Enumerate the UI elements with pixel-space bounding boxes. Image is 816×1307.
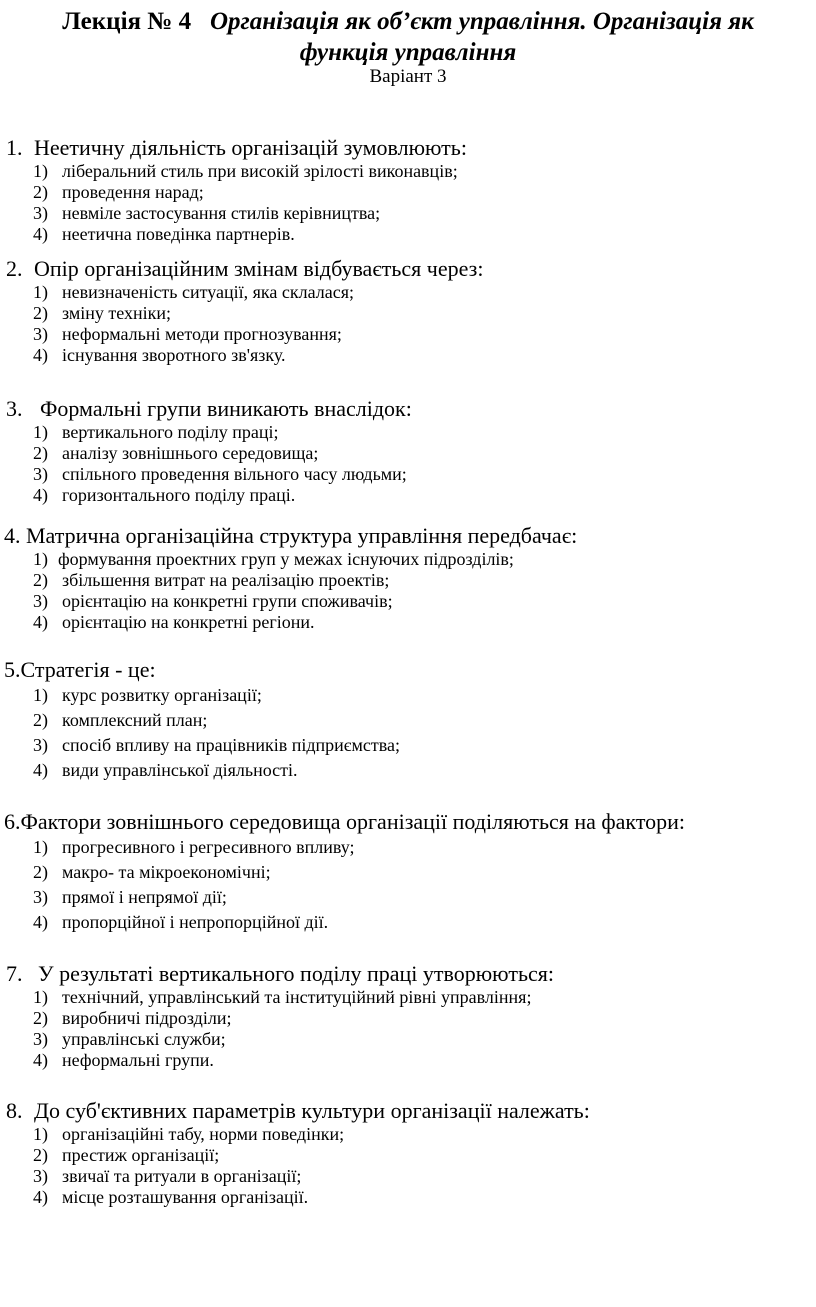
option-number: 4): [33, 1050, 48, 1070]
option-text: пропорційної і непропорційної дії.: [62, 912, 329, 932]
answer-option: [0, 1166, 816, 1187]
question-label: До суб'єктивних параметрів культури організації належать:: [34, 1098, 590, 1123]
option-number: 3): [33, 203, 48, 223]
option-text: звичаї та ритуали в організації;: [62, 1166, 302, 1186]
question-number: 7.: [6, 961, 23, 986]
option-text: комплексний план;: [62, 710, 208, 730]
option-number: 3): [33, 887, 48, 907]
question-label: Фактори зовнішнього середовища організації поділяються на фактори:: [20, 809, 686, 834]
option-number: 3): [33, 324, 48, 344]
question-text: [0, 396, 816, 422]
option-number: 1): [33, 161, 48, 181]
option-text: зміну техніки;: [62, 303, 172, 323]
option-number: 4): [33, 1187, 48, 1207]
option-number: 3): [33, 464, 48, 484]
lecture-title: [0, 6, 816, 68]
question-text: [0, 523, 816, 549]
option-number: 1): [33, 1124, 48, 1144]
answer-option: [0, 708, 816, 733]
option-number: 2): [33, 182, 48, 202]
question-number: 3.: [6, 396, 23, 421]
answer-option: [0, 733, 816, 758]
question-label: Матрична організаційна структура управління передбачає:: [26, 523, 578, 548]
option-text: організаційні табу, норми поведінки;: [62, 1124, 345, 1144]
answer-option: [0, 464, 816, 485]
answer-option: [0, 570, 816, 591]
option-text: невміле застосування стилів керівництва;: [62, 203, 381, 223]
answer-option: [0, 1187, 816, 1208]
option-text: курс розвитку організації;: [62, 685, 262, 705]
option-text: горизонтального поділу праці.: [62, 485, 296, 505]
answer-option: [0, 161, 816, 182]
question-text: [0, 961, 816, 987]
option-text: неетична поведінка партнерів.: [62, 224, 295, 244]
option-number: 4): [33, 485, 48, 505]
option-number: 4): [33, 345, 48, 365]
option-text: спільного проведення вільного часу людьми;: [62, 464, 407, 484]
question-label: Опір організаційним змінам відбувається через:: [34, 256, 484, 281]
option-number: 4): [33, 912, 48, 932]
option-text: види управлінської діяльності.: [62, 760, 298, 780]
option-number: 1): [33, 549, 48, 569]
question-text: [0, 256, 816, 282]
answer-option: [0, 683, 816, 708]
option-text: престиж організації;: [62, 1145, 220, 1165]
question-6: [0, 809, 816, 935]
option-text: ліберальний стиль при високій зрілості виконавців;: [62, 161, 458, 181]
question-text: [0, 1098, 816, 1124]
option-text: управлінські служби;: [62, 1029, 226, 1049]
question-text: [0, 135, 816, 161]
answer-option: [0, 282, 816, 303]
lecture-topic-part-2: функція управління: [299, 39, 517, 66]
option-text: аналізу зовнішнього середовища;: [62, 443, 319, 463]
answer-option: [0, 591, 816, 612]
option-text: існування зворотного зв'язку.: [62, 345, 286, 365]
question-7: [0, 961, 816, 1071]
question-8: [0, 1098, 816, 1208]
option-number: 3): [33, 591, 48, 611]
answer-option: [0, 910, 816, 935]
answer-option: [0, 612, 816, 633]
lecture-number: Лекція № 4: [62, 8, 192, 35]
answer-option: [0, 1124, 816, 1145]
question-4: [0, 523, 816, 633]
option-number: 3): [33, 1166, 48, 1186]
question-number: 8.: [6, 1098, 23, 1123]
option-number: 4): [33, 612, 48, 632]
answer-option: [0, 443, 816, 464]
question-label: Неетичну діяльність організацій зумовлюють:: [34, 135, 467, 160]
answer-option: [0, 860, 816, 885]
answer-option: [0, 1008, 816, 1029]
option-number: 1): [33, 422, 48, 442]
question-number: 6.: [4, 809, 21, 834]
question-1: [0, 135, 816, 245]
variant-label: Варіант 3: [369, 66, 447, 87]
option-number: 2): [33, 710, 48, 730]
option-number: 4): [33, 760, 48, 780]
lecture-topic-part-1: Організація як об’єкт управління. Організація як: [209, 8, 754, 35]
question-2: [0, 256, 816, 366]
option-text: орієнтацію на конкретні групи споживачів;: [62, 591, 393, 611]
answer-option: [0, 203, 816, 224]
answer-option: [0, 303, 816, 324]
option-number: 2): [33, 862, 48, 882]
option-text: технічний, управлінський та інституційний рівні управління;: [62, 987, 532, 1007]
answer-option: [0, 549, 816, 570]
option-number: 2): [33, 1008, 48, 1028]
option-text: збільшення витрат на реалізацію проектів;: [62, 570, 390, 590]
option-number: 1): [33, 987, 48, 1007]
question-number: 1.: [6, 135, 23, 160]
option-text: прямої і непрямої дії;: [62, 887, 227, 907]
answer-option: [0, 835, 816, 860]
option-number: 2): [33, 1145, 48, 1165]
option-number: 3): [33, 735, 48, 755]
question-text: [0, 657, 816, 683]
answer-option: [0, 485, 816, 506]
question-text: [0, 809, 816, 835]
option-text: проведення нарад;: [62, 182, 204, 202]
option-text: вертикального поділу праці;: [62, 422, 279, 442]
question-label: У результаті вертикального поділу праці утворюються:: [38, 961, 554, 986]
question-5: [0, 657, 816, 783]
question-number: 4.: [4, 523, 21, 548]
answer-option: [0, 885, 816, 910]
option-text: спосіб впливу на працівників підприємства;: [62, 735, 401, 755]
option-number: 2): [33, 303, 48, 323]
option-text: прогресивного і регресивного впливу;: [62, 837, 355, 857]
option-number: 4): [33, 224, 48, 244]
answer-option: [0, 758, 816, 783]
option-number: 3): [33, 1029, 48, 1049]
option-text: неформальні групи.: [62, 1050, 214, 1070]
option-text: виробничі підрозділи;: [62, 1008, 232, 1028]
answer-option: [0, 987, 816, 1008]
option-number: 1): [33, 837, 48, 857]
option-text: формування проектних груп у межах існуючих підрозділів;: [58, 549, 514, 569]
option-number: 2): [33, 443, 48, 463]
option-text: неформальні методи прогнозування;: [62, 324, 342, 344]
question-label: Формальні групи виникають внаслідок:: [40, 396, 412, 421]
option-number: 1): [33, 282, 48, 302]
answer-option: [0, 224, 816, 245]
option-text: місце розташування організації.: [62, 1187, 309, 1207]
option-text: невизначеність ситуації, яка склалася;: [62, 282, 354, 302]
answer-option: [0, 182, 816, 203]
answer-option: [0, 324, 816, 345]
option-text: макро- та мікроекономічні;: [62, 862, 271, 882]
question-label: Стратегія - це:: [20, 657, 156, 682]
question-3: [0, 396, 816, 506]
question-number: 5.: [4, 657, 21, 682]
answer-option: [0, 1145, 816, 1166]
option-number: 1): [33, 685, 48, 705]
question-number: 2.: [6, 256, 23, 281]
answer-option: [0, 1029, 816, 1050]
option-number: 2): [33, 570, 48, 590]
answer-option: [0, 1050, 816, 1071]
answer-option: [0, 345, 816, 366]
option-text: орієнтацію на конкретні регіони.: [62, 612, 315, 632]
title-line-1: [0, 6, 816, 37]
answer-option: [0, 422, 816, 443]
